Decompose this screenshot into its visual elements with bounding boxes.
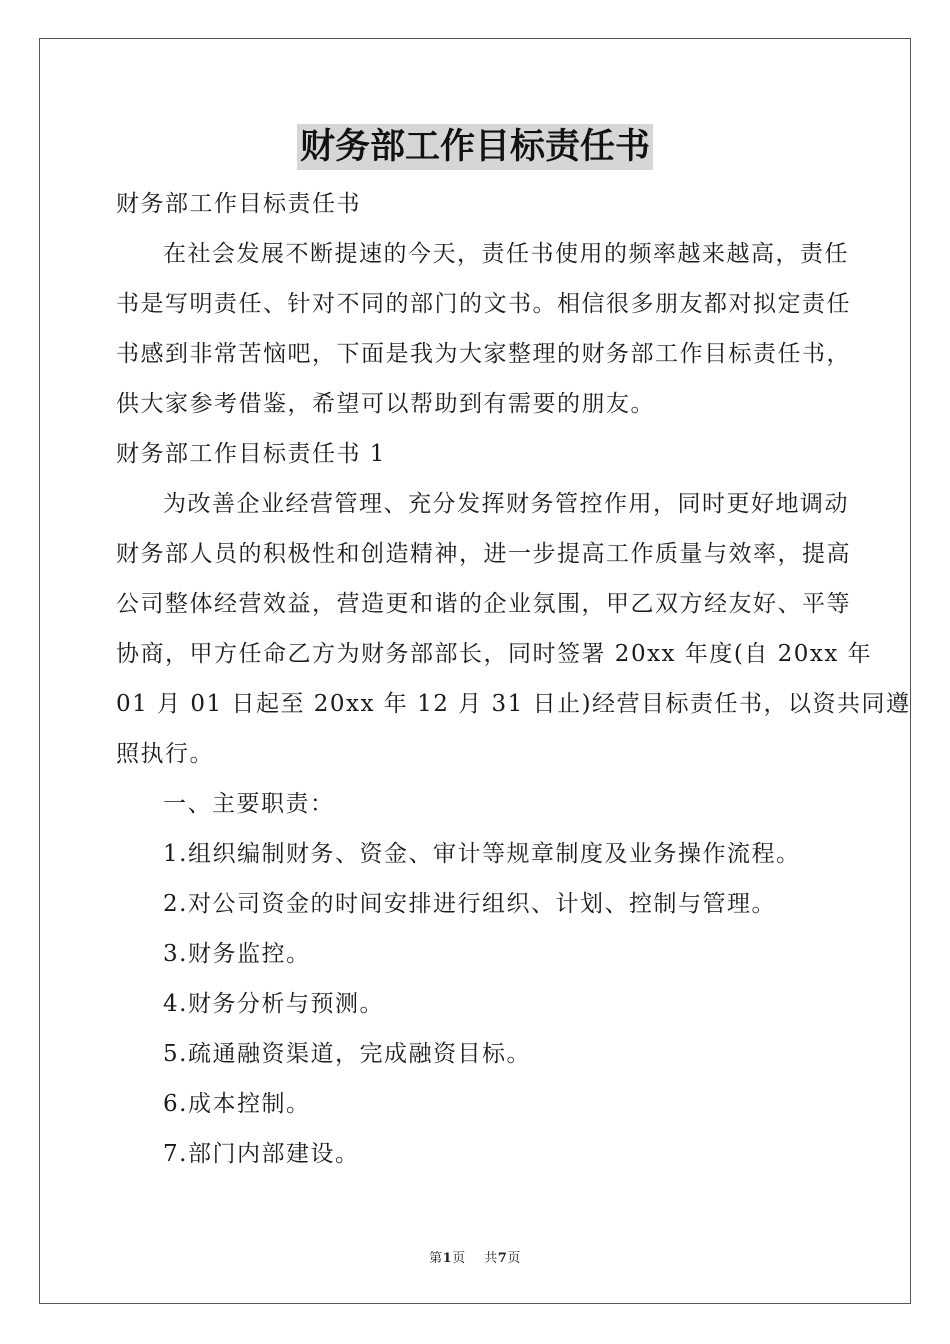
section1-line-1: 为改善企业经营管理、充分发挥财务管控作用，同时更好地调动 xyxy=(163,491,849,517)
document-title: 财务部工作目标责任书 xyxy=(297,124,653,170)
footer-total-suffix: 页 xyxy=(507,1251,521,1266)
section1-line-6: 照执行。 xyxy=(116,741,214,767)
duty-item-5: 5.疏通融资渠道，完成融资目标。 xyxy=(163,1041,531,1067)
footer-page-prefix: 第 xyxy=(429,1251,443,1266)
duty-item-2: 2.对公司资金的时间安排进行组织、计划、控制与管理。 xyxy=(163,891,776,917)
section1-heading: 财务部工作目标责任书 1 xyxy=(116,441,386,467)
section1-line-2: 财务部人员的积极性和创造精神，进一步提高工作质量与效率，提高 xyxy=(116,541,851,567)
section1-line-4: 协商，甲方任命乙方为财务部部长，同时签署 20xx 年度(自 20xx 年 xyxy=(116,641,873,667)
duty-item-7: 7.部门内部建设。 xyxy=(163,1141,360,1167)
intro-line-2: 书是写明责任、针对不同的部门的文书。相信很多朋友都对拟定责任 xyxy=(116,291,851,317)
footer-page-current: 1 xyxy=(442,1251,453,1266)
document-subtitle: 财务部工作目标责任书 xyxy=(116,191,361,217)
duty-item-4: 4.财务分析与预测。 xyxy=(163,991,384,1017)
title-container xyxy=(0,124,950,170)
footer-page-suffix: 页 xyxy=(452,1251,466,1266)
section1-line-3: 公司整体经营效益，营造更和谐的企业氛围，甲乙双方经友好、平等 xyxy=(116,591,851,617)
intro-line-4: 供大家参考借鉴，希望可以帮助到有需要的朋友。 xyxy=(116,391,655,417)
intro-line-1: 在社会发展不断提速的今天，责任书使用的频率越来越高，责任 xyxy=(163,241,849,267)
duty-item-3: 3.财务监控。 xyxy=(163,941,311,967)
footer-page-total: 7 xyxy=(497,1251,508,1266)
duty-item-6: 6.成本控制。 xyxy=(163,1091,311,1117)
page-footer xyxy=(0,1247,950,1266)
intro-line-3: 书感到非常苦恼吧，下面是我为大家整理的财务部工作目标责任书， xyxy=(116,341,851,367)
duty-item-1: 1.组织编制财务、资金、审计等规章制度及业务操作流程。 xyxy=(163,841,801,867)
section1-line-5: 01 月 01 日起至 20xx 年 12 月 31 日止)经营目标责任书，以资共同遵 xyxy=(116,691,911,717)
footer-total-prefix: 共 xyxy=(484,1251,498,1266)
duties-heading: 一、主要职责： xyxy=(163,791,335,817)
